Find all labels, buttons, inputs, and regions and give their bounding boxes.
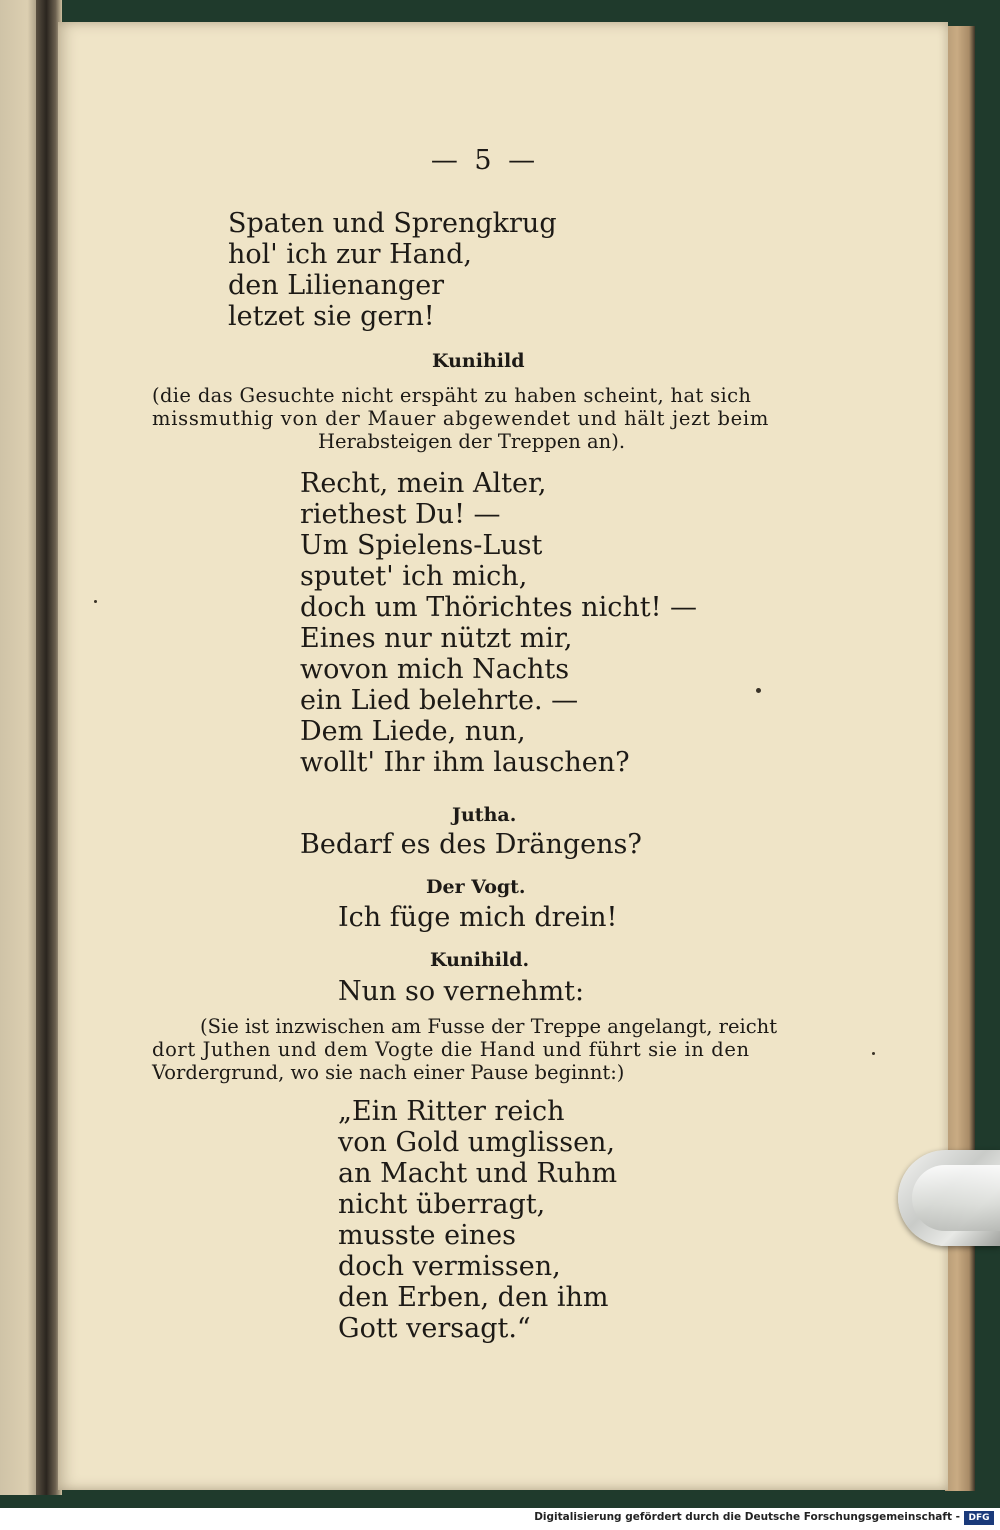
verse-line: an Macht und Ruhm: [338, 1158, 618, 1189]
paper-speck: [872, 1052, 875, 1055]
verse-line: wovon mich Nachts: [300, 654, 570, 685]
verse-line: musste eines: [338, 1220, 516, 1251]
direction-line: (die das Gesuchte nicht erspäht zu haben scheint, hat sich: [152, 384, 752, 407]
verse-line: Eines nur nützt mir,: [300, 623, 573, 654]
verse-line: Um Spielens-Lust: [300, 530, 543, 561]
speaker-name: Jutha.: [452, 804, 517, 826]
stage-direction-1: [152, 384, 820, 453]
verse-line: letzet sie gern!: [228, 301, 435, 332]
direction-line: missmuthig von der Mauer abgewendet und hält jezt beim: [152, 407, 770, 430]
verse-line: sputet' ich mich,: [300, 561, 528, 592]
page-stack-edge: [945, 26, 975, 1491]
verse-line: den Erben, den ihm: [338, 1282, 609, 1313]
speaker-name: Kunihild: [432, 350, 525, 372]
page-clip-highlight: [912, 1165, 1000, 1231]
verse-block-1: [228, 208, 557, 332]
verse-line: Bedarf es des Drängens?: [300, 829, 642, 860]
verse-line: den Lilienanger: [228, 270, 445, 301]
digitization-credit: Digitalisierung gefördert durch die Deutsche Forschungsgemeinschaft -: [534, 1511, 960, 1523]
verse-line: Ich füge mich drein!: [338, 902, 618, 933]
verse-line: von Gold umglissen,: [338, 1127, 616, 1158]
direction-line: (Sie ist inzwischen am Fusse der Treppe angelangt, reicht: [200, 1015, 778, 1038]
direction-line: dort Juthen und dem Vogte die Hand und führt sie in den: [152, 1038, 750, 1061]
verse-block-3: [300, 829, 642, 860]
verse-line: wollt' Ihr ihm lauschen?: [300, 747, 630, 778]
verse-line: nicht überragt,: [338, 1189, 546, 1220]
verse-line: „Ein Ritter reich: [338, 1096, 565, 1127]
verse-block-4: [338, 902, 617, 933]
speaker-name: Kunihild.: [430, 949, 530, 971]
verse-line: riethest Du! —: [300, 499, 501, 530]
direction-line: Herabsteigen der Treppen an).: [318, 430, 626, 453]
verse-line: doch vermissen,: [338, 1251, 561, 1282]
verse-line: hol' ich zur Hand,: [228, 239, 473, 270]
stage-direction-2: [152, 1015, 820, 1084]
paper-speck: [94, 600, 97, 603]
verse-block-5: [338, 976, 584, 1007]
verse-line: ein Lied belehrte. —: [300, 685, 579, 716]
page-number: — 5 —: [430, 145, 540, 176]
paper-speck: [756, 688, 761, 693]
dfg-logo: DFG: [964, 1511, 994, 1525]
verse-line: Recht, mein Alter,: [300, 468, 547, 499]
verse-line: Nun so vernehmt:: [338, 976, 585, 1007]
verse-line: Spaten und Sprengkrug: [228, 208, 557, 239]
direction-line: Vordergrund, wo sie nach einer Pause beginnt:): [152, 1061, 625, 1084]
verse-line: Gott versagt.“: [338, 1313, 531, 1344]
verse-block-2: [300, 468, 697, 778]
verse-line: Dem Liede, nun,: [300, 716, 526, 747]
verse-block-6: [338, 1096, 617, 1344]
speaker-name: Der Vogt.: [426, 876, 526, 898]
verse-line: doch um Thörichtes nicht! —: [300, 592, 697, 623]
